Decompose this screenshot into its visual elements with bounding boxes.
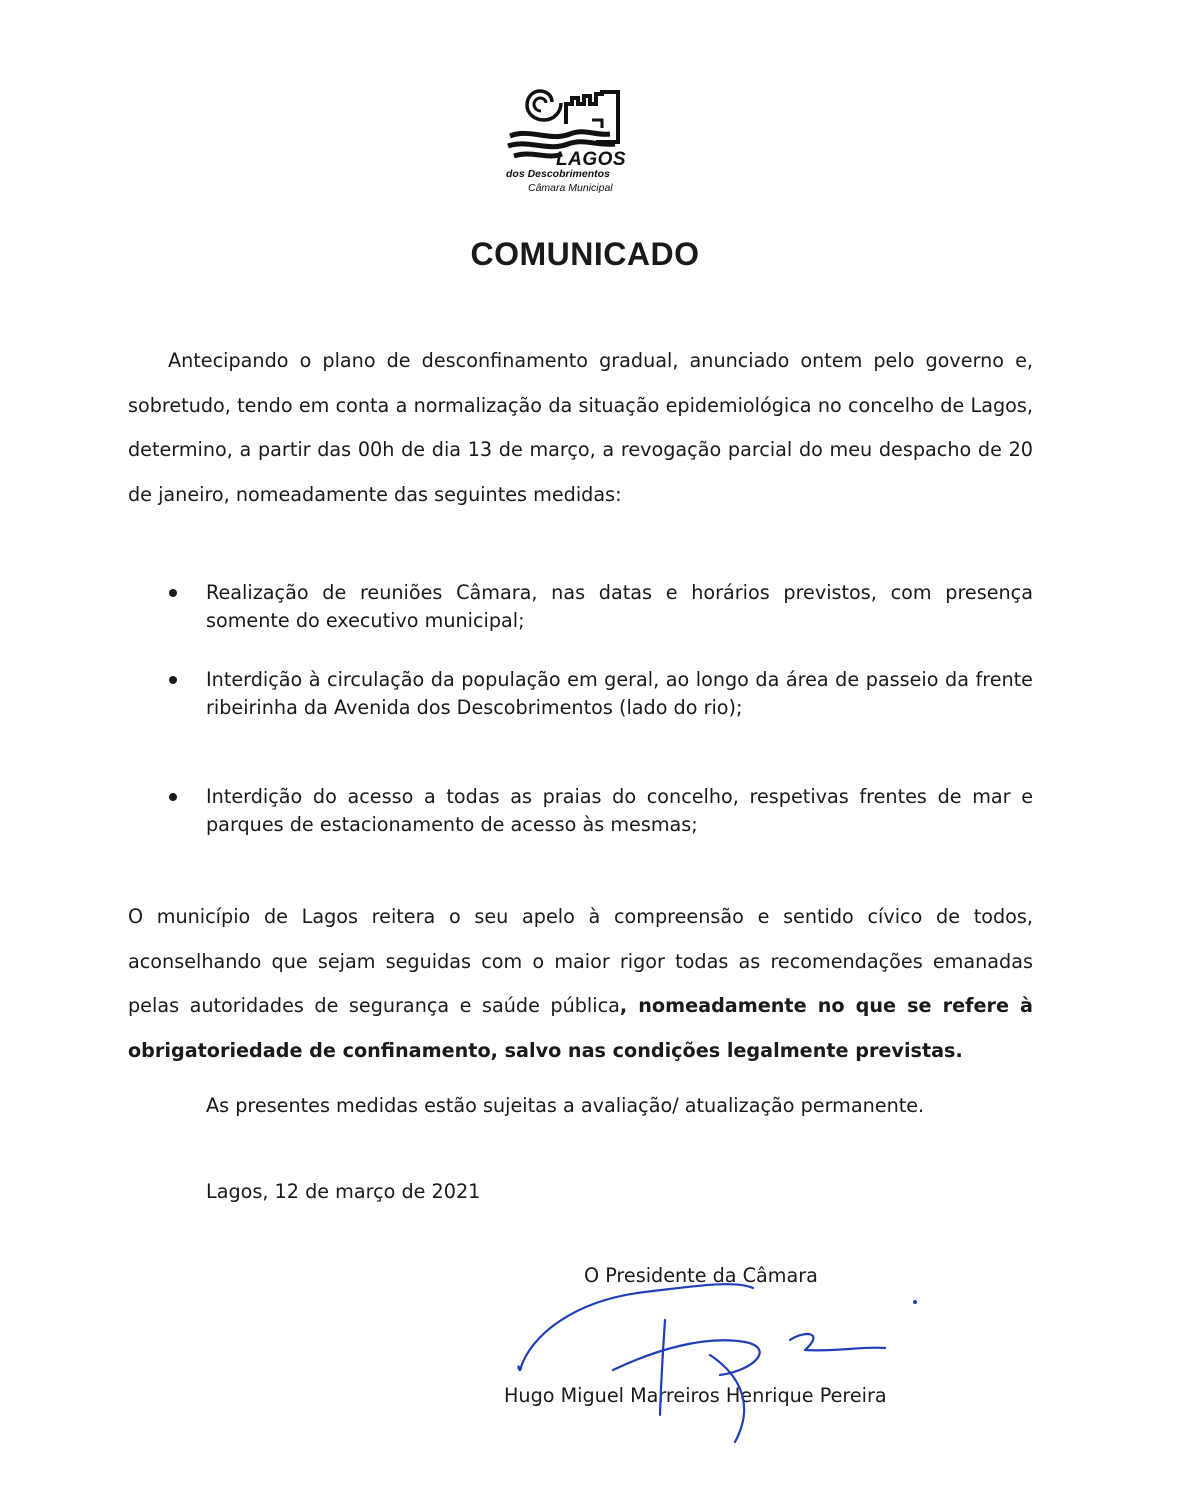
measure-item — [160, 579, 1033, 635]
intro-paragraph: Antecipando o plano de desconfinamento gradual, anunciado ontem pelo governo e, sobretudo, tendo em conta a normalização da situação epidemiológica no concelho de Lagos, determino, a partir das 00h de dia 13 de março, a revogação parcial do meu despacho de 20 de janeiro, nomeadamente das seguintes medidas: — [128, 349, 1033, 506]
handwritten-signature — [505, 1280, 925, 1445]
signatory-name: Hugo Miguel Marreiros Henrique Pereira — [504, 1384, 887, 1407]
appeal-emphasis: , nomeadamente no que se refere à obrigatoriedade de confinamento, salvo nas condições legalmente previstas. — [128, 994, 1033, 1062]
measure-text: Interdição do acesso a todas as praias do concelho, respetivas frentes de mar e parques de estacionamento de acesso às mesmas; — [206, 785, 1033, 836]
evaluation-note: As presentes medidas estão sujeitas a avaliação/ atualização permanente. — [206, 1094, 925, 1117]
measure-item — [160, 666, 1033, 722]
place-date: Lagos, 12 de março de 2021 — [206, 1180, 481, 1203]
bullet-icon — [169, 589, 177, 597]
measure-text: Realização de reuniões Câmara, nas datas e horários previstos, com presença somente do executivo municipal; — [206, 581, 1033, 632]
logo-name: LAGOS — [556, 149, 627, 170]
measure-item — [160, 783, 1033, 839]
municipal-logo — [500, 84, 640, 202]
logo-institution: Câmara Municipal — [528, 182, 613, 194]
logo-subtitle: dos Descobrimentos — [506, 168, 610, 180]
bullet-icon — [169, 676, 177, 684]
bullet-icon — [169, 793, 177, 801]
signatory-role: O Presidente da Câmara — [584, 1264, 818, 1287]
measure-text: Interdição à circulação da população em geral, ao longo da área de passeio da frente ribeirinha da Avenida dos Descobrimentos (lado do rio); — [206, 668, 1033, 719]
appeal-text: O município de Lagos reitera o seu apelo à compreensão e sentido cívico de todos, aconselhando que sejam seguidas com o maior rigor todas as recomendações emanadas pelas autoridades de segurança e saúde pública — [128, 905, 1033, 1017]
document-title: COMUNICADO — [470, 236, 700, 272]
appeal-paragraph — [128, 895, 1033, 1073]
